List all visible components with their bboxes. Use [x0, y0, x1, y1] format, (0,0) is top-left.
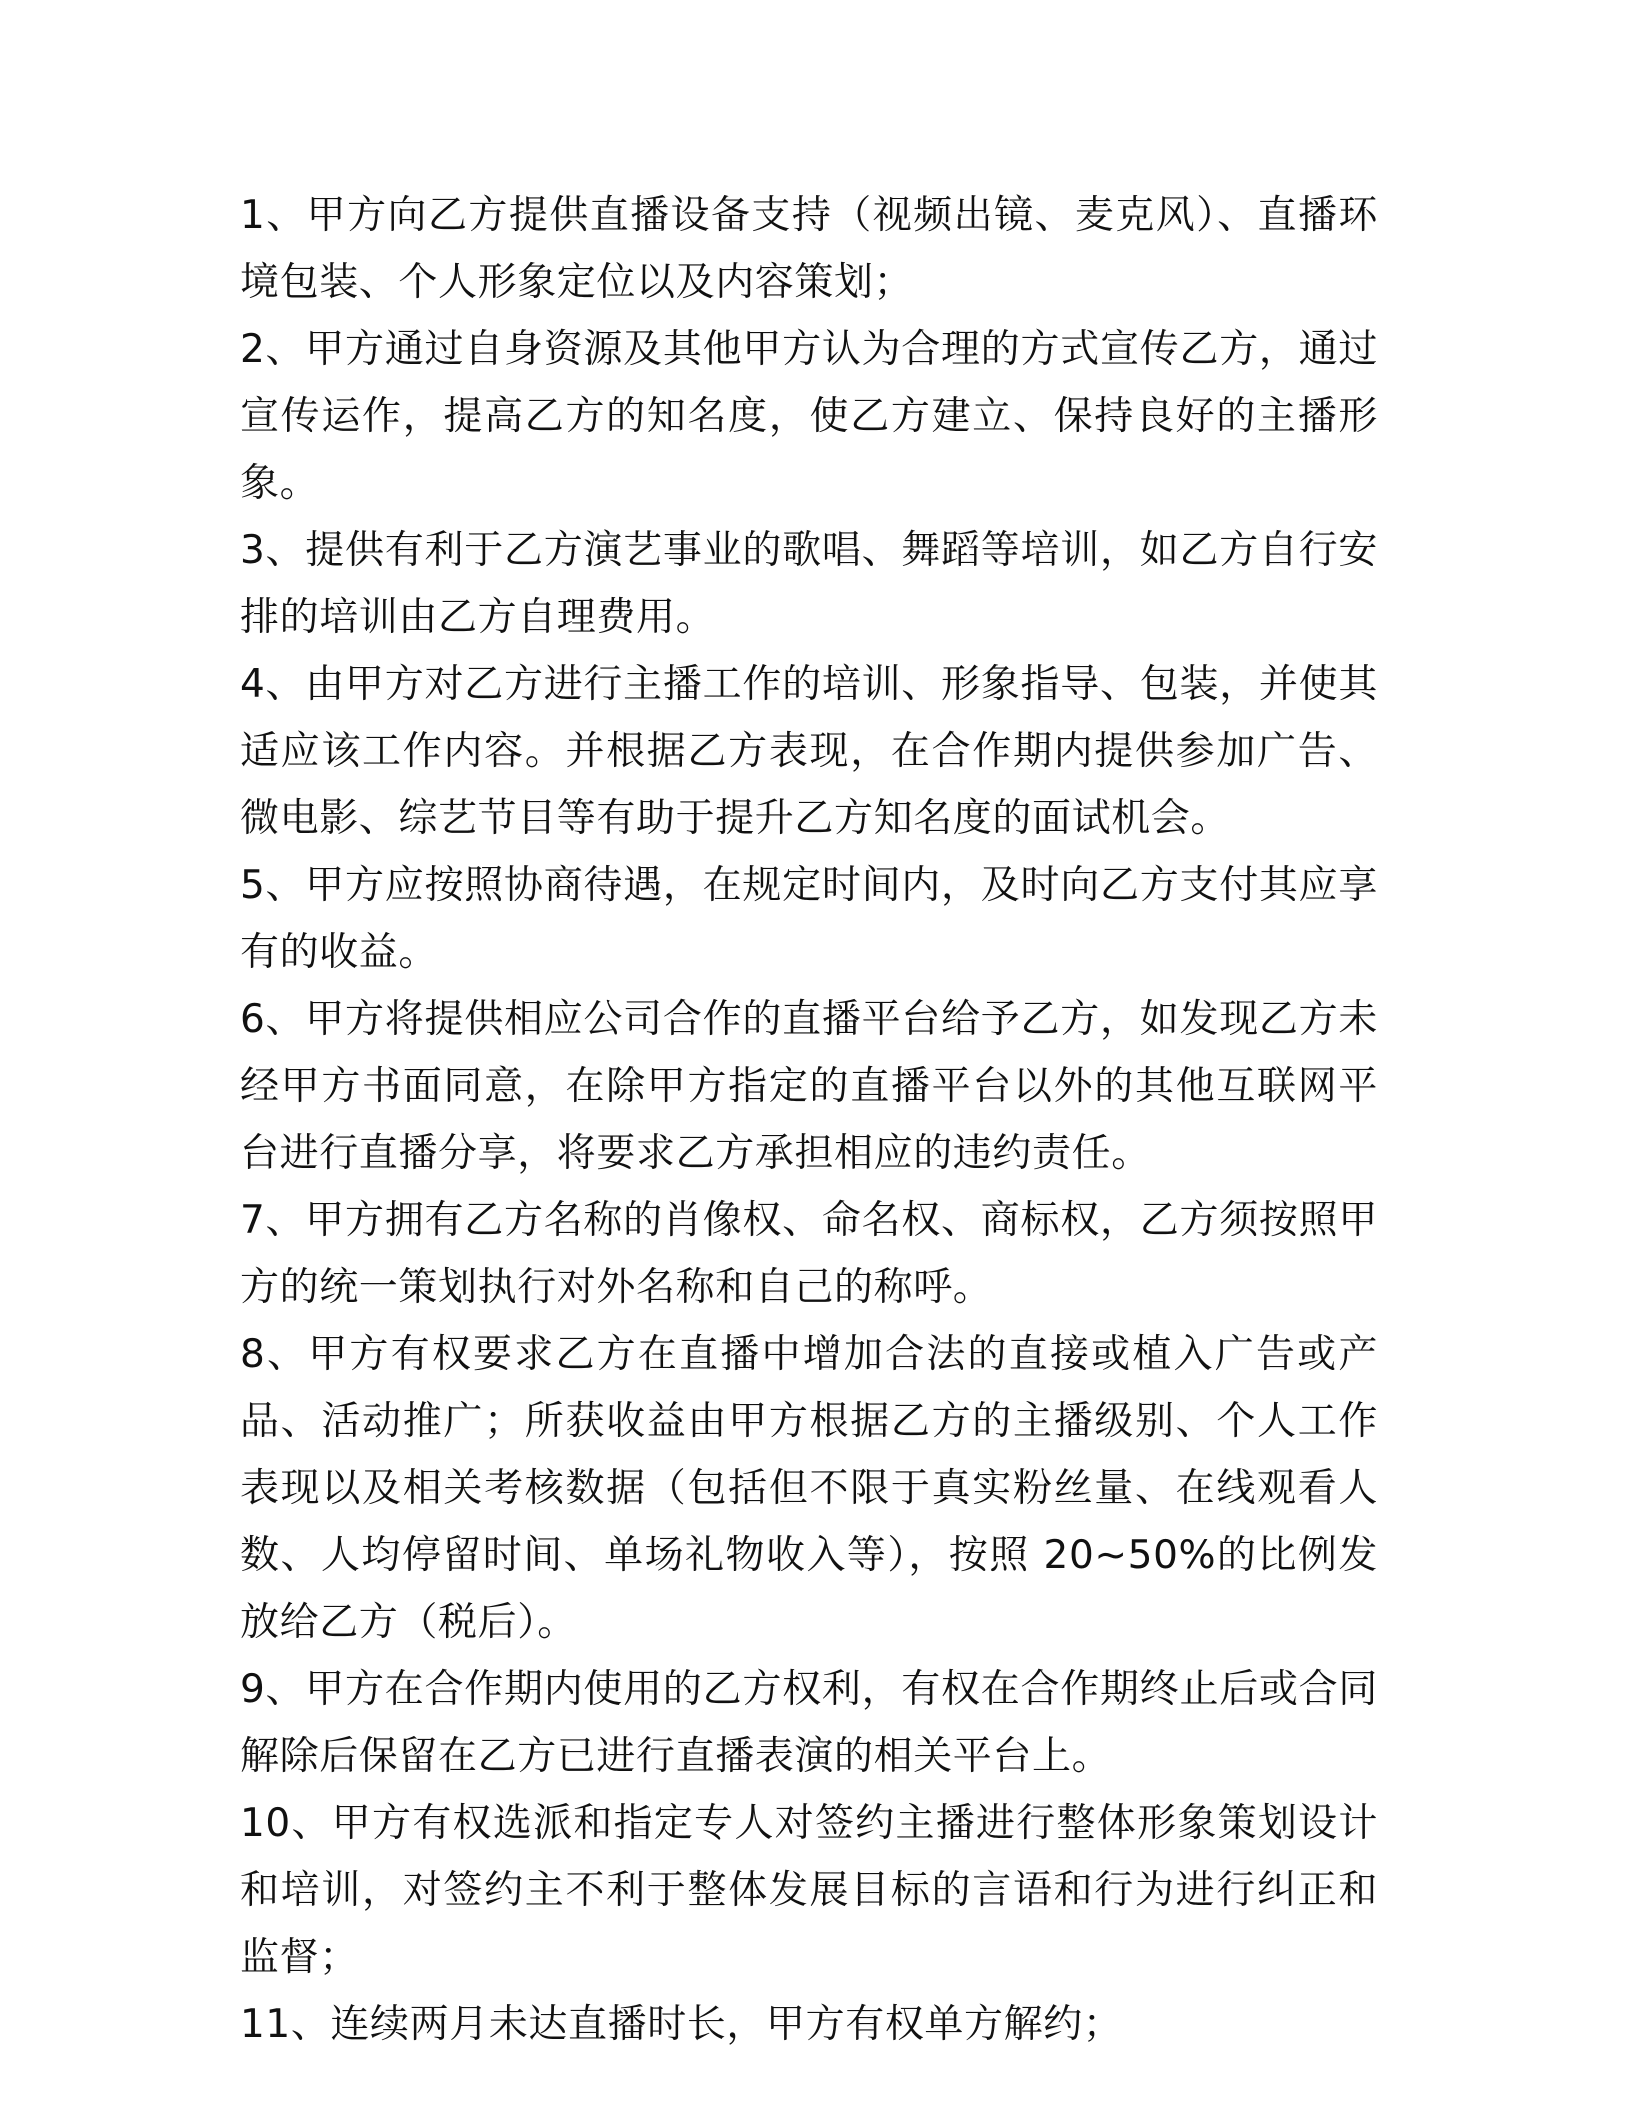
clause-7: 7、甲方拥有乙方名称的肖像权、命名权、商标权，乙方须按照甲方的统一策划执行对外名称和自己的称呼。 — [240, 1198, 1378, 1310]
clause-10: 10、甲方有权选派和指定专人对签约主播进行整体形象策划设计和培训，对签约主不利于整体发展目标的言语和行为进行纠正和监督； — [240, 1801, 1378, 1980]
clause-9: 9、甲方在合作期内使用的乙方权利，有权在合作期终止后或合同解除后保留在乙方已进行直播表演的相关平台上。 — [240, 1667, 1378, 1779]
clause-6: 6、甲方将提供相应公司合作的直播平台给予乙方，如发现乙方未经甲方书面同意，在除甲方指定的直播平台以外的其他互联网平台进行直播分享，将要求乙方承担相应的违约责任。 — [240, 997, 1378, 1176]
clause-5: 5、甲方应按照协商待遇，在规定时间内，及时向乙方支付其应享有的收益。 — [240, 863, 1378, 975]
clause-11: 11、连续两月未达直播时长，甲方有权单方解约； — [240, 2002, 1123, 2047]
clause-2: 2、甲方通过自身资源及其他甲方认为合理的方式宣传乙方，通过宣传运作，提高乙方的知名度，使乙方建立、保持良好的主播形象。 — [240, 327, 1378, 506]
clause-3: 3、提供有利于乙方演艺事业的歌唱、舞蹈等培训，如乙方自行安排的培训由乙方自理费用。 — [240, 528, 1378, 640]
clause-1: 1、甲方向乙方提供直播设备支持（视频出镜、麦克风）、直播环境包装、个人形象定位以及内容策划； — [240, 193, 1378, 305]
clause-4: 4、由甲方对乙方进行主播工作的培训、形象指导、包装，并使其适应该工作内容。并根据乙方表现，在合作期内提供参加广告、微电影、综艺节目等有助于提升乙方知名度的面试机会。 — [240, 662, 1378, 841]
clause-8: 8、甲方有权要求乙方在直播中增加合法的直接或植入广告或产品、活动推广；所获收益由甲方根据乙方的主播级别、个人工作表现以及相关考核数据（包括但不限于真实粉丝量、在线观看人数、人均停留时间、单场礼物收入等），按照 20~50%的比例发放给乙方（税后）。 — [240, 1332, 1378, 1645]
clause-list — [240, 182, 1378, 2058]
